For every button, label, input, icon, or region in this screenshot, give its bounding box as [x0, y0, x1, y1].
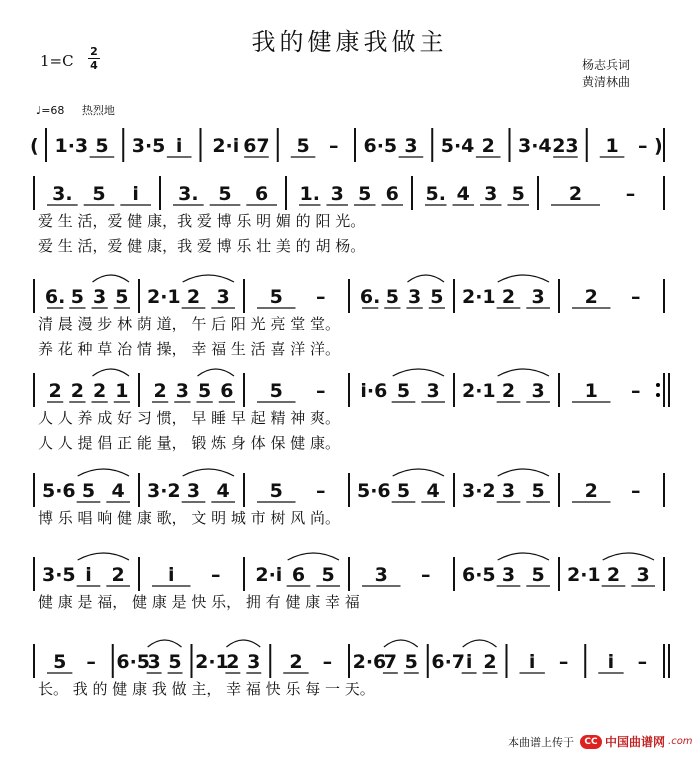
note: – [625, 183, 636, 205]
repeat-dot [656, 383, 660, 387]
note: 3 [404, 135, 418, 157]
note: 3 [636, 564, 650, 586]
upload-footer [508, 733, 693, 750]
note: 3 [216, 286, 230, 308]
lyric-line: 人 人 养 成 好 习 惯， 早 睡 早 起 精 神 爽。 [38, 409, 340, 427]
note: 2·1 [566, 564, 601, 586]
note: 3 [330, 183, 344, 205]
note: 3·4 [517, 135, 552, 157]
note: 2 [186, 286, 201, 308]
note: 6·7 [431, 651, 466, 673]
slur-mark [148, 640, 182, 647]
note: 5 [396, 480, 411, 502]
note: 2 [70, 380, 84, 402]
note: 5 [404, 651, 418, 673]
note: 6·5 [461, 564, 496, 586]
note: 6. [359, 286, 381, 308]
note: 2 [584, 480, 598, 502]
slur-mark [498, 275, 549, 282]
note: 2 [606, 564, 621, 586]
note: 2·i [255, 564, 283, 586]
note: – [316, 286, 326, 308]
note: i [167, 564, 175, 586]
note: 2·1 [146, 286, 181, 308]
note: 1 [584, 380, 598, 402]
note: 5 [95, 135, 109, 157]
note: – [322, 651, 333, 673]
note: – [558, 651, 569, 673]
note: 5 [321, 564, 335, 586]
note: 5. [425, 183, 446, 205]
note: 5·6 [356, 480, 391, 502]
note: 6 [385, 183, 399, 205]
note: – [631, 380, 641, 402]
note: 7 [383, 651, 397, 673]
note: 5 [53, 651, 67, 673]
note: 3 [175, 380, 189, 402]
note: 3·2 [146, 480, 181, 502]
slur-mark [463, 640, 497, 647]
note: 67 [243, 135, 270, 157]
note: 5 [269, 286, 283, 308]
note: 5 [396, 380, 411, 402]
slur-mark [198, 369, 235, 376]
note: 5 [218, 183, 232, 205]
note: 5 [511, 183, 525, 205]
site-logo [580, 733, 693, 750]
note: i [465, 651, 473, 673]
note: i·6 [360, 380, 388, 402]
note: 5 [92, 183, 106, 205]
note: 5·4 [440, 135, 475, 157]
note: – [631, 480, 641, 502]
lyric-line: 健 康 是 福， 健 康 是 快 乐， 拥 有 健 康 幸 福 [38, 593, 360, 611]
note: 2·1 [461, 286, 496, 308]
note: 2 [48, 380, 62, 402]
lyric-line: 长。 我 的 健 康 我 做 主， 幸 福 快 乐 每 一 天。 [38, 680, 375, 698]
time-signature-bottom: 4 [90, 59, 98, 72]
note: 3 [408, 286, 422, 308]
note: 3 [186, 480, 201, 502]
note: 3. [178, 183, 199, 205]
slur-mark [498, 369, 549, 376]
slur-mark [93, 275, 130, 282]
note: 2 [501, 380, 516, 402]
note: 2 [568, 183, 583, 205]
note: i [132, 183, 139, 205]
note: 6 [255, 183, 269, 205]
slur-mark [183, 275, 234, 282]
upload-text: 本曲谱上传于 [508, 735, 574, 749]
note: 2·6 [352, 651, 387, 673]
note: 2·1 [195, 651, 229, 673]
note: i [607, 651, 615, 673]
note: 5 [81, 480, 96, 502]
slur-mark [183, 469, 234, 476]
slur-mark [384, 640, 418, 647]
site-logo-icon: CC [580, 735, 602, 749]
lyric-line: 人 人 提 倡 正 能 量， 锻 炼 身 体 保 健 康。 [38, 434, 340, 452]
note: 2 [584, 286, 598, 308]
lyric-line: 爱 生 活，爱 健 康，我 爱 博 乐 壮 美 的 胡 杨。 [38, 237, 366, 255]
note: 2 [153, 380, 167, 402]
note: 2 [289, 651, 303, 673]
slur-mark [78, 553, 129, 560]
note: 4 [456, 183, 470, 205]
note: – [637, 135, 648, 157]
note: 3 [531, 380, 545, 402]
note: – [328, 135, 339, 157]
note: 5 [296, 135, 310, 157]
note: 6. [44, 286, 66, 308]
note: i [85, 564, 92, 586]
tempo-mark: ♩=68 [36, 104, 65, 117]
note: 2 [111, 564, 125, 586]
lyric-line: 博 乐 唱 响 健 康 歌， 文 明 城 市 树 风 尚。 [38, 509, 340, 527]
note: 3 [147, 651, 161, 673]
lyricist-credit: 杨志兵词 [582, 58, 631, 72]
slur-mark [408, 275, 445, 282]
note: 3. [52, 183, 73, 205]
note: i [175, 135, 183, 157]
note: 3 [426, 380, 440, 402]
note: 2 [501, 286, 516, 308]
note: – [631, 286, 641, 308]
note: 3 [484, 183, 498, 205]
note: 5 [531, 564, 545, 586]
song-title: 我的健康我做主 [251, 28, 448, 56]
note: – [637, 651, 648, 673]
note: 3 [374, 564, 388, 586]
note: 6·5 [363, 135, 398, 157]
note: 5 [70, 286, 84, 308]
note: 2·1 [461, 380, 496, 402]
slur-mark [603, 553, 654, 560]
note: 5 [198, 380, 212, 402]
note: 2 [481, 135, 495, 157]
repeat-dot [656, 393, 660, 397]
note: 5 [385, 286, 399, 308]
note: 3 [247, 651, 261, 673]
lyric-line: 爱 生 活，爱 健 康，我 爱 博 乐 明 媚 的 阳 光。 [38, 212, 366, 230]
site-logo-url: .com [668, 736, 693, 747]
note: 2 [226, 651, 240, 673]
note: i [528, 651, 536, 673]
slur-mark [393, 469, 444, 476]
slur-mark [498, 469, 549, 476]
note: 1·3 [54, 135, 89, 157]
note: 1. [299, 183, 320, 205]
note: 3·2 [461, 480, 496, 502]
slur-mark [78, 469, 129, 476]
note: 5 [430, 286, 444, 308]
key-signature: 1=C [40, 52, 74, 70]
note: 1 [605, 135, 619, 157]
note: 3 [501, 480, 516, 502]
repeat-close-paren: ) [654, 135, 663, 157]
lyric-line: 养 花 种 草 冶 情 操， 幸 福 生 活 喜 洋 洋。 [38, 340, 340, 358]
time-signature-top: 2 [90, 45, 98, 58]
note: – [316, 380, 326, 402]
note: 6 [220, 380, 234, 402]
site-logo-text: 中国曲谱网 [605, 735, 666, 749]
note: – [421, 564, 431, 586]
note: 5·6 [41, 480, 76, 502]
note: 5 [168, 651, 182, 673]
note: 5 [531, 480, 545, 502]
note: 2 [93, 380, 107, 402]
note: 4 [111, 480, 125, 502]
note: 5 [269, 380, 283, 402]
note: 3·5 [41, 564, 76, 586]
note: 3 [531, 286, 545, 308]
note: 5 [269, 480, 283, 502]
note: – [86, 651, 96, 673]
note: 3 [93, 286, 107, 308]
note: 4 [426, 480, 440, 502]
tempo-style: 热烈地 [81, 104, 115, 117]
note: – [316, 480, 326, 502]
slur-mark [498, 553, 549, 560]
lyric-line: 清 晨 漫 步 林 荫 道， 午 后 阳 光 亮 堂 堂。 [38, 315, 340, 333]
note: 4 [216, 480, 230, 502]
note: 2·i [212, 135, 240, 157]
note: 3 [501, 564, 516, 586]
composer-credit: 黄清林曲 [582, 75, 631, 89]
note: 23 [552, 135, 579, 157]
repeat-open-paren: ( [30, 135, 39, 157]
note: – [211, 564, 221, 586]
slur-mark [226, 640, 260, 647]
note: 5 [115, 286, 129, 308]
note: 2 [483, 651, 497, 673]
slur-mark [393, 369, 444, 376]
note: 1 [115, 380, 129, 402]
note: 3·5 [131, 135, 166, 157]
note: 5 [358, 183, 372, 205]
slur-mark [288, 553, 339, 560]
slur-mark [93, 369, 130, 376]
note: 6 [291, 564, 306, 586]
note: 6·5 [116, 651, 151, 673]
